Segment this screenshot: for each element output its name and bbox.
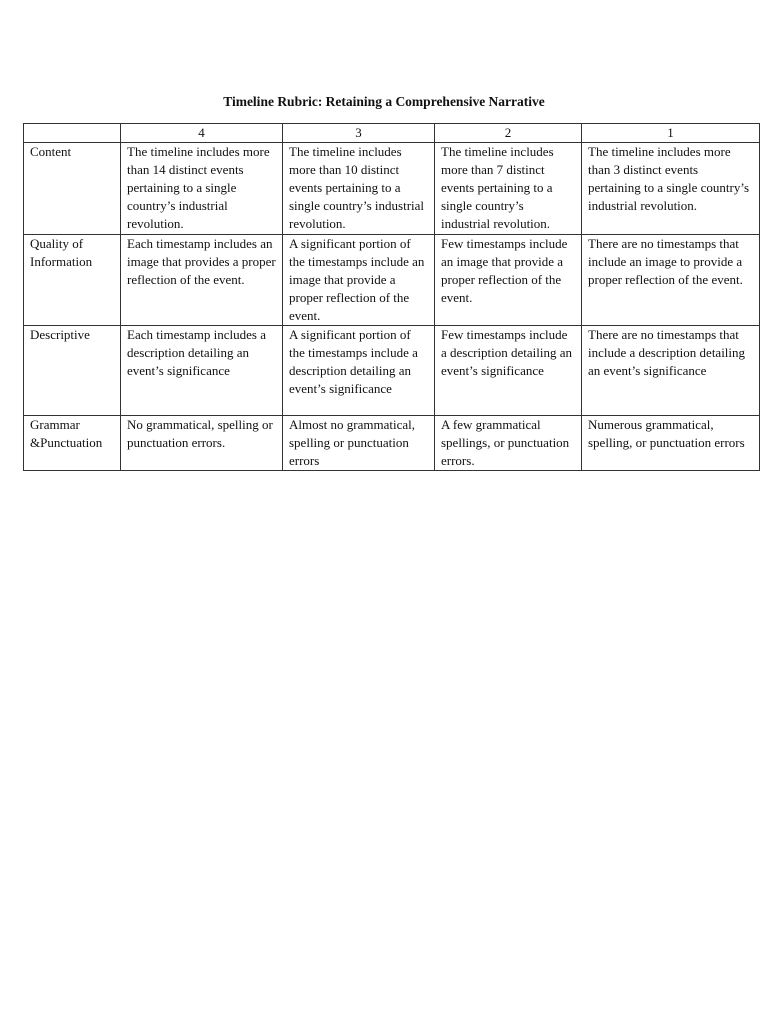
criteria-cell-score-2: Few timestamps include a description detailing an event’s significance	[435, 326, 582, 416]
rubric-row-quality-of-information	[24, 235, 760, 326]
header-cell-score-4: 4	[121, 124, 283, 143]
document-title: Timeline Rubric: Retaining a Comprehensive Narrative	[223, 94, 545, 109]
criteria-cell-score-1: Numerous grammatical, spelling, or punctuation errors	[582, 416, 760, 471]
criteria-cell-score-2: The timeline includes more than 7 distinct events pertaining to a single country’s industrial revolution.	[435, 143, 582, 235]
rubric-row-grammar-punctuation	[24, 416, 760, 471]
rubric-table	[23, 123, 760, 471]
criteria-cell-score-4: The timeline includes more than 14 distinct events pertaining to a single country’s industrial revolution.	[121, 143, 283, 235]
criteria-cell-score-1: There are no timestamps that include a description detailing an event’s significance	[582, 326, 760, 416]
criteria-cell-score-4: Each timestamp includes an image that provides a proper reflection of the event.	[121, 235, 283, 326]
header-cell-score-2: 2	[435, 124, 582, 143]
rubric-header-row	[24, 124, 760, 143]
header-cell-score-3: 3	[283, 124, 435, 143]
criteria-cell-score-3: The timeline includes more than 10 distinct events pertaining to a single country’s industrial revolution.	[283, 143, 435, 235]
category-cell: Quality of Information	[24, 235, 121, 326]
criteria-cell-score-4: Each timestamp includes a description detailing an event’s significance	[121, 326, 283, 416]
criteria-cell-score-1: The timeline includes more than 3 distinct events pertaining to a single country’s industrial revolution.	[582, 143, 760, 235]
rubric-row-descriptive	[24, 326, 760, 416]
header-cell-blank	[24, 124, 121, 143]
category-cell: Descriptive	[24, 326, 121, 416]
category-cell: Grammar &Punctuation	[24, 416, 121, 471]
header-cell-score-1: 1	[582, 124, 760, 143]
criteria-cell-score-4: No grammatical, spelling or punctuation errors.	[121, 416, 283, 471]
criteria-cell-score-3: A significant portion of the timestamps include an image that provide a proper reflection of the event.	[283, 235, 435, 326]
criteria-cell-score-2: A few grammatical spellings, or punctuation errors.	[435, 416, 582, 471]
category-cell: Content	[24, 143, 121, 235]
criteria-cell-score-3: A significant portion of the timestamps include a description detailing an event’s significance	[283, 326, 435, 416]
criteria-cell-score-1: There are no timestamps that include an image to provide a proper reflection of the event.	[582, 235, 760, 326]
criteria-cell-score-3: Almost no grammatical, spelling or punctuation errors	[283, 416, 435, 471]
rubric-row-content	[24, 143, 760, 235]
criteria-cell-score-2: Few timestamps include an image that provide a proper reflection of the event.	[435, 235, 582, 326]
